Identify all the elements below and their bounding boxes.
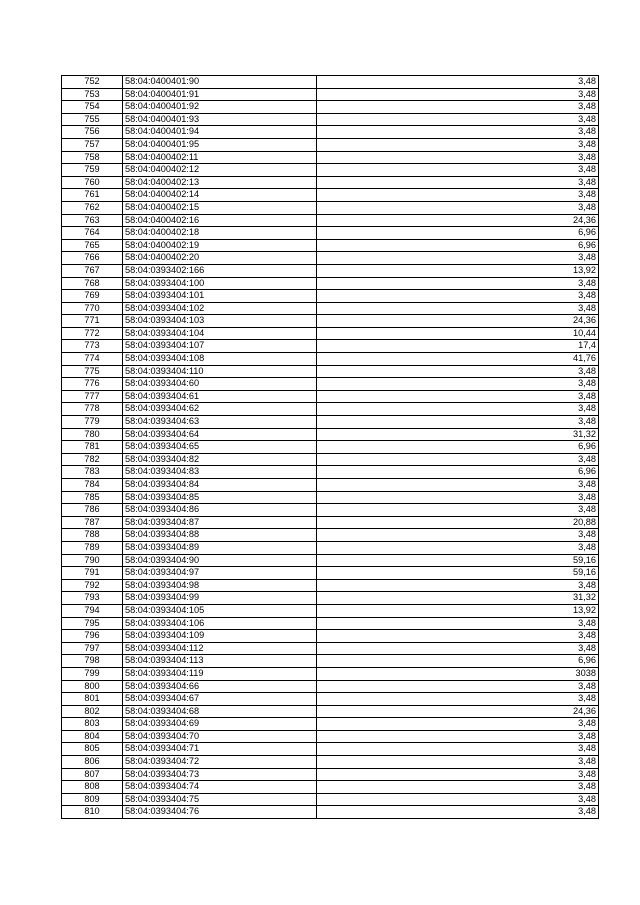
table-row	[62, 466, 599, 479]
row-number-cell: 754	[62, 101, 123, 114]
cadastral-number-cell: 58:04:0400401:91	[123, 88, 317, 101]
table-row	[62, 239, 599, 252]
value-cell: 13,92	[317, 604, 599, 617]
value-cell: 6,96	[317, 655, 599, 668]
row-number-cell: 785	[62, 491, 123, 504]
value-cell: 3,48	[317, 88, 599, 101]
row-number-cell: 763	[62, 214, 123, 227]
cadastral-number-cell: 58:04:0393404:112	[123, 642, 317, 655]
value-cell: 3,48	[317, 164, 599, 177]
row-number-cell: 764	[62, 227, 123, 240]
table-row	[62, 365, 599, 378]
table-row	[62, 138, 599, 151]
row-number-cell: 797	[62, 642, 123, 655]
cadastral-table	[61, 75, 599, 819]
value-cell: 59,16	[317, 554, 599, 567]
row-number-cell: 802	[62, 705, 123, 718]
cadastral-number-cell: 58:04:0400401:93	[123, 113, 317, 126]
cadastral-number-cell: 58:04:0393404:90	[123, 554, 317, 567]
cadastral-number-cell: 58:04:0393404:69	[123, 718, 317, 731]
value-cell: 31,32	[317, 428, 599, 441]
row-number-cell: 753	[62, 88, 123, 101]
table-row	[62, 416, 599, 429]
value-cell: 3,48	[317, 101, 599, 114]
row-number-cell: 804	[62, 730, 123, 743]
table-row	[62, 151, 599, 164]
cadastral-number-cell: 58:04:0393404:68	[123, 705, 317, 718]
table-row	[62, 277, 599, 290]
table-row	[62, 491, 599, 504]
value-cell: 31,32	[317, 592, 599, 605]
table-row	[62, 113, 599, 126]
cadastral-number-cell: 58:04:0393404:89	[123, 541, 317, 554]
value-cell: 3,48	[317, 365, 599, 378]
cadastral-number-cell: 58:04:0393404:72	[123, 756, 317, 769]
value-cell: 41,76	[317, 353, 599, 366]
cadastral-number-cell: 58:04:0400402:15	[123, 201, 317, 214]
row-number-cell: 752	[62, 76, 123, 89]
cadastral-number-cell: 58:04:0400402:11	[123, 151, 317, 164]
cadastral-number-cell: 58:04:0393404:76	[123, 806, 317, 819]
table-row	[62, 214, 599, 227]
value-cell: 3,48	[317, 680, 599, 693]
value-cell: 3,48	[317, 630, 599, 643]
value-cell: 3,48	[317, 693, 599, 706]
row-number-cell: 798	[62, 655, 123, 668]
row-number-cell: 777	[62, 390, 123, 403]
value-cell: 24,36	[317, 705, 599, 718]
table-row	[62, 126, 599, 139]
value-cell: 3,48	[317, 504, 599, 517]
value-cell: 3,48	[317, 76, 599, 89]
row-number-cell: 801	[62, 693, 123, 706]
value-cell: 3,48	[317, 642, 599, 655]
cadastral-number-cell: 58:04:0393404:98	[123, 579, 317, 592]
value-cell: 3,48	[317, 491, 599, 504]
table-row	[62, 290, 599, 303]
cadastral-number-cell: 58:04:0393404:99	[123, 592, 317, 605]
cadastral-number-cell: 58:04:0393404:103	[123, 315, 317, 328]
value-cell: 3,48	[317, 806, 599, 819]
cadastral-number-cell: 58:04:0393404:74	[123, 781, 317, 794]
value-cell: 3,48	[317, 541, 599, 554]
value-cell: 13,92	[317, 264, 599, 277]
cadastral-number-cell: 58:04:0400402:19	[123, 239, 317, 252]
cadastral-number-cell: 58:04:0393404:85	[123, 491, 317, 504]
value-cell: 3,48	[317, 378, 599, 391]
row-number-cell: 791	[62, 567, 123, 580]
table-row	[62, 327, 599, 340]
table-row	[62, 705, 599, 718]
cadastral-number-cell: 58:04:0393404:100	[123, 277, 317, 290]
value-cell: 3,48	[317, 579, 599, 592]
value-cell: 24,36	[317, 214, 599, 227]
cadastral-number-cell: 58:04:0393404:66	[123, 680, 317, 693]
cadastral-number-cell: 58:04:0393404:107	[123, 340, 317, 353]
table-row	[62, 201, 599, 214]
value-cell: 3,48	[317, 768, 599, 781]
value-cell: 3,48	[317, 390, 599, 403]
cadastral-number-cell: 58:04:0393404:83	[123, 466, 317, 479]
cadastral-number-cell: 58:04:0393404:86	[123, 504, 317, 517]
table-row	[62, 516, 599, 529]
table-row	[62, 302, 599, 315]
cadastral-number-cell: 58:04:0393404:84	[123, 479, 317, 492]
value-cell: 3,48	[317, 718, 599, 731]
value-cell: 24,36	[317, 315, 599, 328]
cadastral-number-cell: 58:04:0393404:105	[123, 604, 317, 617]
cadastral-number-cell: 58:04:0393404:97	[123, 567, 317, 580]
table-row	[62, 189, 599, 202]
row-number-cell: 793	[62, 592, 123, 605]
row-number-cell: 810	[62, 806, 123, 819]
cadastral-number-cell: 58:04:0400402:14	[123, 189, 317, 202]
table-row	[62, 252, 599, 265]
cadastral-number-cell: 58:04:0393404:87	[123, 516, 317, 529]
cadastral-number-cell: 58:04:0393404:75	[123, 793, 317, 806]
row-number-cell: 760	[62, 176, 123, 189]
row-number-cell: 774	[62, 353, 123, 366]
cadastral-number-cell: 58:04:0393404:106	[123, 617, 317, 630]
value-cell: 6,96	[317, 227, 599, 240]
table-row	[62, 604, 599, 617]
row-number-cell: 757	[62, 138, 123, 151]
table-row	[62, 768, 599, 781]
table-row	[62, 743, 599, 756]
value-cell: 3038	[317, 667, 599, 680]
cadastral-number-cell: 58:04:0400401:94	[123, 126, 317, 139]
value-cell: 3,48	[317, 138, 599, 151]
table-row	[62, 453, 599, 466]
table-row	[62, 227, 599, 240]
cadastral-number-cell: 58:04:0400402:13	[123, 176, 317, 189]
row-number-cell: 787	[62, 516, 123, 529]
row-number-cell: 783	[62, 466, 123, 479]
row-number-cell: 761	[62, 189, 123, 202]
table-row	[62, 315, 599, 328]
row-number-cell: 782	[62, 453, 123, 466]
table-row	[62, 806, 599, 819]
table-row	[62, 441, 599, 454]
table-row	[62, 781, 599, 794]
cadastral-number-cell: 58:04:0400402:18	[123, 227, 317, 240]
table-row	[62, 353, 599, 366]
value-cell: 3,48	[317, 151, 599, 164]
row-number-cell: 775	[62, 365, 123, 378]
value-cell: 3,48	[317, 756, 599, 769]
table-row	[62, 655, 599, 668]
row-number-cell: 781	[62, 441, 123, 454]
value-cell: 3,48	[317, 189, 599, 202]
row-number-cell: 789	[62, 541, 123, 554]
cadastral-number-cell: 58:04:0393404:62	[123, 403, 317, 416]
row-number-cell: 800	[62, 680, 123, 693]
cadastral-number-cell: 58:04:0393404:110	[123, 365, 317, 378]
cadastral-number-cell: 58:04:0400401:95	[123, 138, 317, 151]
cadastral-number-cell: 58:04:0393402:166	[123, 264, 317, 277]
row-number-cell: 788	[62, 529, 123, 542]
cadastral-number-cell: 58:04:0393404:65	[123, 441, 317, 454]
row-number-cell: 778	[62, 403, 123, 416]
table-row	[62, 378, 599, 391]
cadastral-number-cell: 58:04:0393404:63	[123, 416, 317, 429]
row-number-cell: 756	[62, 126, 123, 139]
table-row	[62, 76, 599, 89]
cadastral-number-cell: 58:04:0393404:102	[123, 302, 317, 315]
table-body	[62, 76, 599, 819]
row-number-cell: 767	[62, 264, 123, 277]
value-cell: 3,48	[317, 201, 599, 214]
table-row	[62, 730, 599, 743]
cadastral-number-cell: 58:04:0400401:90	[123, 76, 317, 89]
value-cell: 3,48	[317, 453, 599, 466]
cadastral-number-cell: 58:04:0393404:60	[123, 378, 317, 391]
cadastral-number-cell: 58:04:0400402:16	[123, 214, 317, 227]
value-cell: 3,48	[317, 479, 599, 492]
value-cell: 3,48	[317, 617, 599, 630]
table-row	[62, 504, 599, 517]
cadastral-number-cell: 58:04:0400401:92	[123, 101, 317, 114]
value-cell: 3,48	[317, 252, 599, 265]
table-row	[62, 428, 599, 441]
cadastral-number-cell: 58:04:0400402:20	[123, 252, 317, 265]
row-number-cell: 762	[62, 201, 123, 214]
row-number-cell: 809	[62, 793, 123, 806]
row-number-cell: 794	[62, 604, 123, 617]
row-number-cell: 755	[62, 113, 123, 126]
table-row	[62, 340, 599, 353]
row-number-cell: 795	[62, 617, 123, 630]
table-row	[62, 479, 599, 492]
table-row	[62, 88, 599, 101]
table-row	[62, 554, 599, 567]
table-row	[62, 176, 599, 189]
row-number-cell: 806	[62, 756, 123, 769]
cadastral-number-cell: 58:04:0393404:109	[123, 630, 317, 643]
value-cell: 6,96	[317, 239, 599, 252]
table-row	[62, 592, 599, 605]
table-row	[62, 101, 599, 114]
value-cell: 20,88	[317, 516, 599, 529]
cadastral-number-cell: 58:04:0393404:73	[123, 768, 317, 781]
value-cell: 3,48	[317, 403, 599, 416]
row-number-cell: 796	[62, 630, 123, 643]
row-number-cell: 786	[62, 504, 123, 517]
cadastral-number-cell: 58:04:0393404:67	[123, 693, 317, 706]
cadastral-number-cell: 58:04:0393404:70	[123, 730, 317, 743]
row-number-cell: 792	[62, 579, 123, 592]
cadastral-number-cell: 58:04:0393404:108	[123, 353, 317, 366]
table-row	[62, 164, 599, 177]
table-row	[62, 579, 599, 592]
table-row	[62, 693, 599, 706]
table-row	[62, 541, 599, 554]
table-row	[62, 529, 599, 542]
value-cell: 6,96	[317, 466, 599, 479]
value-cell: 3,48	[317, 730, 599, 743]
value-cell: 3,48	[317, 743, 599, 756]
row-number-cell: 780	[62, 428, 123, 441]
table-row	[62, 403, 599, 416]
table-row	[62, 667, 599, 680]
row-number-cell: 799	[62, 667, 123, 680]
table-row	[62, 630, 599, 643]
row-number-cell: 759	[62, 164, 123, 177]
row-number-cell: 766	[62, 252, 123, 265]
value-cell: 3,48	[317, 176, 599, 189]
row-number-cell: 779	[62, 416, 123, 429]
cadastral-number-cell: 58:04:0393404:64	[123, 428, 317, 441]
table-row	[62, 680, 599, 693]
value-cell: 59,16	[317, 567, 599, 580]
row-number-cell: 773	[62, 340, 123, 353]
cadastral-number-cell: 58:04:0393404:101	[123, 290, 317, 303]
value-cell: 3,48	[317, 793, 599, 806]
cadastral-number-cell: 58:04:0393404:61	[123, 390, 317, 403]
row-number-cell: 805	[62, 743, 123, 756]
row-number-cell: 772	[62, 327, 123, 340]
table-row	[62, 756, 599, 769]
cadastral-number-cell: 58:04:0393404:113	[123, 655, 317, 668]
value-cell: 3,48	[317, 416, 599, 429]
table-row	[62, 718, 599, 731]
cadastral-number-cell: 58:04:0393404:119	[123, 667, 317, 680]
value-cell: 3,48	[317, 277, 599, 290]
table-row	[62, 793, 599, 806]
value-cell: 3,48	[317, 290, 599, 303]
table-row	[62, 390, 599, 403]
value-cell: 6,96	[317, 441, 599, 454]
value-cell: 17,4	[317, 340, 599, 353]
table-row	[62, 642, 599, 655]
table-row	[62, 567, 599, 580]
value-cell: 10,44	[317, 327, 599, 340]
row-number-cell: 790	[62, 554, 123, 567]
row-number-cell: 807	[62, 768, 123, 781]
row-number-cell: 776	[62, 378, 123, 391]
row-number-cell: 768	[62, 277, 123, 290]
table-row	[62, 617, 599, 630]
value-cell: 3,48	[317, 113, 599, 126]
row-number-cell: 771	[62, 315, 123, 328]
row-number-cell: 758	[62, 151, 123, 164]
cadastral-number-cell: 58:04:0393404:88	[123, 529, 317, 542]
value-cell: 3,48	[317, 781, 599, 794]
row-number-cell: 770	[62, 302, 123, 315]
row-number-cell: 784	[62, 479, 123, 492]
row-number-cell: 803	[62, 718, 123, 731]
cadastral-number-cell: 58:04:0393404:82	[123, 453, 317, 466]
cadastral-number-cell: 58:04:0393404:104	[123, 327, 317, 340]
row-number-cell: 808	[62, 781, 123, 794]
value-cell: 3,48	[317, 529, 599, 542]
row-number-cell: 769	[62, 290, 123, 303]
cadastral-number-cell: 58:04:0400402:12	[123, 164, 317, 177]
value-cell: 3,48	[317, 302, 599, 315]
cadastral-number-cell: 58:04:0393404:71	[123, 743, 317, 756]
value-cell: 3,48	[317, 126, 599, 139]
table-row	[62, 264, 599, 277]
row-number-cell: 765	[62, 239, 123, 252]
